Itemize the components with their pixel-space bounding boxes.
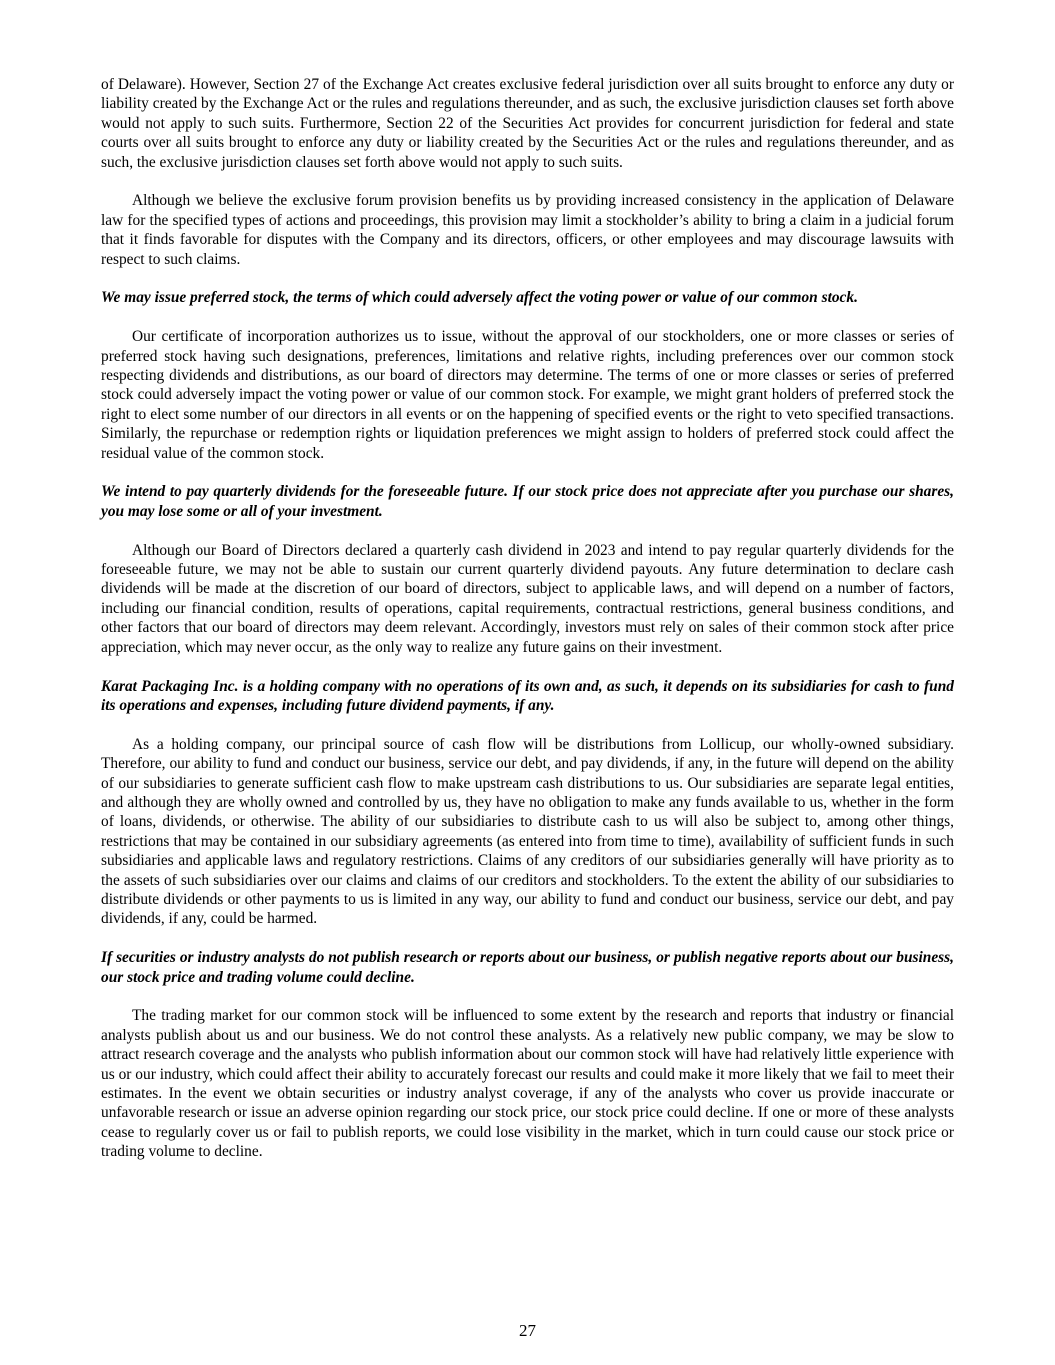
heading-quarterly-dividends: We intend to pay quarterly dividends for the foreseeable future. If our stock price does not appreciate after you purchase our shares, you may lose some or all of your investment. xyxy=(101,483,954,520)
heading-preferred-stock: We may issue preferred stock, the terms of which could adversely affect the voting power or value of our common stock. xyxy=(101,289,858,307)
paragraph-quarterly-dividends: Although our Board of Directors declared a quarterly cash dividend in 2023 and intend to pay regular quarterly dividends for the foreseeable future, we may not be able to sustain our current quarterly dividend payouts. Any future determination to declare cash dividends will be made at the discretion of our board of directors, subject to applicable laws, and will depend on a number of factors, including our financial condition, results of operations, capital requirements, contractual restrictions, general business conditions, and other factors that our board of directors may deem relevant. Accordingly, investors must rely on sales of their common stock after price appreciation, which may never occur, as the only way to realize any future gains on their investment. xyxy=(101,541,954,656)
paragraph-holding-company: As a holding company, our principal source of cash flow will be distributions from Lollicup, our wholly-owned subsidiary. Therefore, our ability to fund and conduct our business, service our debt, and pay dividends, if any, in the future will depend on the ability of our subsidiaries to generate sufficient cash flow to make upstream cash distributions to us. Our subsidiaries are separate legal entities, and although they are wholly owned and controlled by us, they have no obligation to make any funds available to us, whether in the form of loans, dividends, or otherwise. The ability of our subsidiaries to distribute cash to us will also be subject to, among other things, restrictions that may be contained in our subsidiary agreements (as entered into from time to time), availability of sufficient funds in such subsidiaries and applicable laws and regulatory restrictions. Claims of any creditors of our subsidiaries generally will have priority as to the assets of such subsidiaries over our claims and claims of our creditors and stockholders. To the extent the ability of our subsidiaries to distribute dividends or other payments to us is limited in any way, our ability to fund and conduct our business, service our debt, and pay dividends, if any, could be harmed. xyxy=(101,735,954,928)
heading-analyst-coverage: If securities or industry analysts do not publish research or reports about our business, or publish negative reports about our business, our stock price and trading volume could decline. xyxy=(101,949,954,986)
paragraph-preferred-stock: Our certificate of incorporation authorizes us to issue, without the approval of our stockholders, one or more classes or series of preferred stock having such designations, preferences, limitations and relative rights, including preferences over our common stock respecting dividends and distributions, as our board of directors may determine. The terms of one or more classes or series of preferred stock could adversely impact the voting power or value of our common stock. For example, we might grant holders of preferred stock the right to elect some number of our directors in all events or on the happening of specified events or the right to veto specified transactions. Similarly, the repurchase or redemption rights or liquidation preferences we might assign to holders of preferred stock could affect the residual value of the common stock. xyxy=(101,328,954,462)
paragraph-exclusive-forum: Although we believe the exclusive forum provision benefits us by providing increased consistency in the application of Delaware law for the specified types of actions and proceedings, this provision may limit a stockholder’s ability to bring a claim in a judicial forum that it finds favorable for disputes with the Company and its directors, officers, or other employees and may discourage lawsuits with respect to such claims. xyxy=(101,192,954,268)
heading-holding-company: Karat Packaging Inc. is a holding company with no operations of its own and, as such, it depends on its subsidiaries for cash to fund its operations and expenses, including future dividend payments, if any. xyxy=(101,677,954,714)
document-page xyxy=(101,75,954,1181)
paragraph-forum-jurisdiction-continued: of Delaware). However, Section 27 of the Exchange Act creates exclusive federal jurisdiction over all suits brought to enforce any duty or liability created by the Exchange Act or the rules and regulations thereunder, and as such, the exclusive jurisdiction clauses set forth above would not apply to such suits. Furthermore, Section 22 of the Securities Act provides for concurrent jurisdiction for federal and state courts over all suits brought to enforce any duty or liability created by the Securities Act or the rules and regulations thereunder, and as such, the exclusive jurisdiction clauses set forth above would not apply to such suits. xyxy=(101,76,954,171)
page-number: 27 xyxy=(519,1321,536,1340)
paragraph-analyst-coverage: The trading market for our common stock will be influenced to some extent by the research and reports that industry or financial analysts publish about us and our business. We do not control these analysts. As a relatively new public company, we may be slow to attract research coverage and the analysts who publish information about our common stock will have had relatively little experience with us or our industry, which could affect their ability to accurately forecast our results and could make it more likely that we fail to meet their estimates. In the event we obtain securities or industry analyst coverage, if any of the analysts who cover us provide inaccurate or unfavorable research or issue an adverse opinion regarding our stock price, our stock price could decline. If one or more of these analysts cease to regularly cover us or fail to publish reports, we could lose visibility in the market, which in turn could cause our stock price or trading volume to decline. xyxy=(101,1007,954,1161)
